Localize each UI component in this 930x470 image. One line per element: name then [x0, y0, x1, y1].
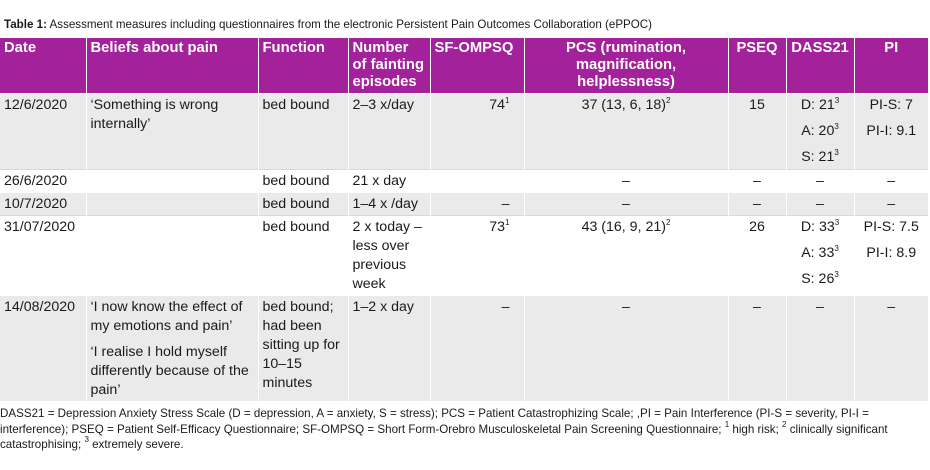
cell-beliefs: [86, 169, 258, 192]
dass21-footnote-mark: 3: [834, 269, 839, 279]
cell-pi: [854, 295, 928, 401]
sfompsq-footnote-mark: 1: [505, 95, 510, 105]
cell-beliefs: [86, 93, 258, 169]
dass21-subscore: [791, 172, 850, 191]
dass21-footnote-mark: 3: [834, 147, 839, 157]
cell-pcs: [524, 93, 728, 169]
cell-episodes: 1–4 x /day: [348, 192, 430, 215]
assessment-table: [0, 38, 928, 401]
sfompsq-value: –: [501, 195, 510, 212]
dass21-subscore: [791, 244, 850, 263]
sfompsq-value: –: [501, 298, 510, 315]
sfompsq-footnote-mark: 1: [505, 217, 510, 227]
pi-subscore: –: [887, 172, 896, 189]
pcs-footnote-mark: 2: [665, 95, 671, 105]
dass21-subscore-value: –: [816, 172, 824, 189]
cell-sfompsq: [430, 295, 524, 401]
cell-dass21: [786, 93, 854, 169]
dass21-footnote-mark: 3: [834, 95, 840, 105]
dass21-subscore: [791, 218, 850, 237]
dass21-footnote-mark: 3: [834, 217, 840, 227]
cell-pi: [854, 192, 928, 215]
footnote-sup-1: 1: [724, 419, 730, 429]
footnote-sup-3: 3: [84, 435, 89, 444]
belief-quote: ‘I realise I hold myself differently because of the pain’: [90, 343, 249, 398]
pi-subscore: PI-I: 9.1: [866, 122, 917, 139]
cell-sfompsq: [430, 215, 524, 295]
cell-date: 14/08/2020: [0, 295, 86, 401]
cell-episodes: 2–3 x/day: [348, 93, 430, 169]
table-row: [0, 192, 928, 215]
sfompsq-value: 73: [489, 218, 506, 235]
cell-beliefs: [86, 192, 258, 215]
dass21-footnote-mark: 3: [834, 121, 839, 131]
cell-pseq: 15: [728, 93, 786, 169]
dass21-subscore: [791, 298, 850, 317]
dass21-subscore-value: A: 20: [801, 122, 835, 139]
table-body: [0, 93, 928, 401]
header-pi: PI: [854, 38, 928, 93]
dass21-subscore-value: D: 33: [800, 218, 835, 235]
dass21-footnote-mark: 3: [834, 243, 839, 253]
dass21-subscore-value: A: 33: [801, 244, 835, 261]
cell-pcs: [524, 215, 728, 295]
table-caption: [4, 18, 652, 31]
cell-episodes: 21 x day: [348, 169, 430, 192]
cell-sfompsq: [430, 192, 524, 215]
cell-pseq: –: [728, 295, 786, 401]
pcs-footnote-mark: 2: [665, 217, 671, 227]
cell-function: bed bound: [258, 93, 348, 169]
cell-dass21: [786, 192, 854, 215]
cell-function: bed bound: [258, 215, 348, 295]
footnote-sup-2: 2: [782, 419, 787, 429]
table-row: [0, 169, 928, 192]
sfompsq-value: 74: [489, 96, 506, 113]
cell-date: 12/6/2020: [0, 93, 86, 169]
footnote-text-3: clinically significant catastrophising;: [0, 422, 888, 451]
header-dass21: DASS21: [786, 38, 854, 93]
belief-quote: ‘I now know the effect of my emotions and pain’: [90, 298, 243, 334]
dass21-subscore-value: S: 26: [801, 270, 835, 287]
table-row: [0, 215, 928, 295]
pi-subscore: PI-S: 7: [869, 96, 913, 113]
dass21-subscore-value: –: [816, 195, 824, 212]
cell-pseq: –: [728, 169, 786, 192]
caption-label: Table 1:: [4, 18, 47, 31]
pcs-value: –: [622, 298, 630, 315]
dass21-subscore-value: D: 21: [800, 96, 835, 113]
dass21-subscore: [791, 148, 850, 167]
pi-subscore: –: [887, 195, 896, 212]
cell-episodes: 2 x today – less over previous week: [348, 215, 430, 295]
cell-function: bed bound: [258, 192, 348, 215]
pi-subscore: –: [887, 298, 896, 315]
footnote-text-2: high risk;: [729, 422, 783, 436]
cell-pi: [854, 93, 928, 169]
header-sfompsq: SF-OMPSQ: [430, 38, 524, 93]
dass21-subscore: [791, 195, 850, 214]
table-footnote: [0, 406, 926, 453]
header-pseq: PSEQ: [728, 38, 786, 93]
header-episodes: Number of fainting episodes: [348, 38, 430, 93]
cell-beliefs: [86, 215, 258, 295]
pcs-value: 43 (16, 9, 21): [581, 218, 666, 235]
footnote-text-1: DASS21 = Depression Anxiety Stress Scale (D = depression, A = anxiety, S = stress); PCS = Patient Catastrophizing Scale; ,PI = Pain Interference (PI-S = severity, PI-I = interference); PSEQ = Patient Self-Efficacy Questionnaire; SF-OMPSQ = Short Form-Orebro Musculoskeletal Pain Screening Questionnaire;: [0, 407, 869, 436]
header-function: Function: [258, 38, 348, 93]
header-beliefs: Beliefs about pain: [86, 38, 258, 93]
cell-dass21: [786, 295, 854, 401]
dass21-subscore: [791, 96, 850, 115]
cell-beliefs: [86, 295, 258, 401]
cell-function: bed bound; had been sitting up for 10–15 minutes: [258, 295, 348, 401]
dass21-subscore-value: S: 21: [801, 148, 835, 165]
pi-subscore: PI-S: 7.5: [863, 218, 919, 235]
header-pcs: PCS (rumination, magnification, helplessness): [524, 38, 728, 93]
header-date: Date: [0, 38, 86, 93]
dass21-subscore-value: –: [816, 298, 824, 315]
dass21-subscore: [791, 270, 850, 289]
table-row: [0, 93, 928, 169]
belief-quote: ‘Something is wrong internally’: [90, 96, 219, 132]
cell-pcs: [524, 192, 728, 215]
pi-subscore: PI-I: 8.9: [866, 244, 917, 261]
cell-sfompsq: [430, 169, 524, 192]
cell-date: 26/6/2020: [0, 169, 86, 192]
table-row: [0, 295, 928, 401]
cell-episodes: 1–2 x day: [348, 295, 430, 401]
cell-sfompsq: [430, 93, 524, 169]
caption-text: Assessment measures including questionnaires from the electronic Persistent Pain Outcomes Collaboration (ePPOC): [46, 18, 653, 31]
cell-dass21: [786, 169, 854, 192]
table-header-row: [0, 38, 928, 93]
cell-date: 31/07/2020: [0, 215, 86, 295]
cell-function: bed bound: [258, 169, 348, 192]
cell-pcs: [524, 169, 728, 192]
footnote-text-4: extremely severe.: [88, 438, 184, 451]
pcs-value: –: [622, 172, 630, 189]
cell-pi: [854, 215, 928, 295]
pcs-value: –: [622, 195, 630, 212]
cell-pcs: [524, 295, 728, 401]
cell-dass21: [786, 215, 854, 295]
cell-date: 10/7/2020: [0, 192, 86, 215]
cell-pseq: –: [728, 192, 786, 215]
cell-pi: [854, 169, 928, 192]
dass21-subscore: [791, 122, 850, 141]
pcs-value: 37 (13, 6, 18): [581, 96, 666, 113]
cell-pseq: 26: [728, 215, 786, 295]
